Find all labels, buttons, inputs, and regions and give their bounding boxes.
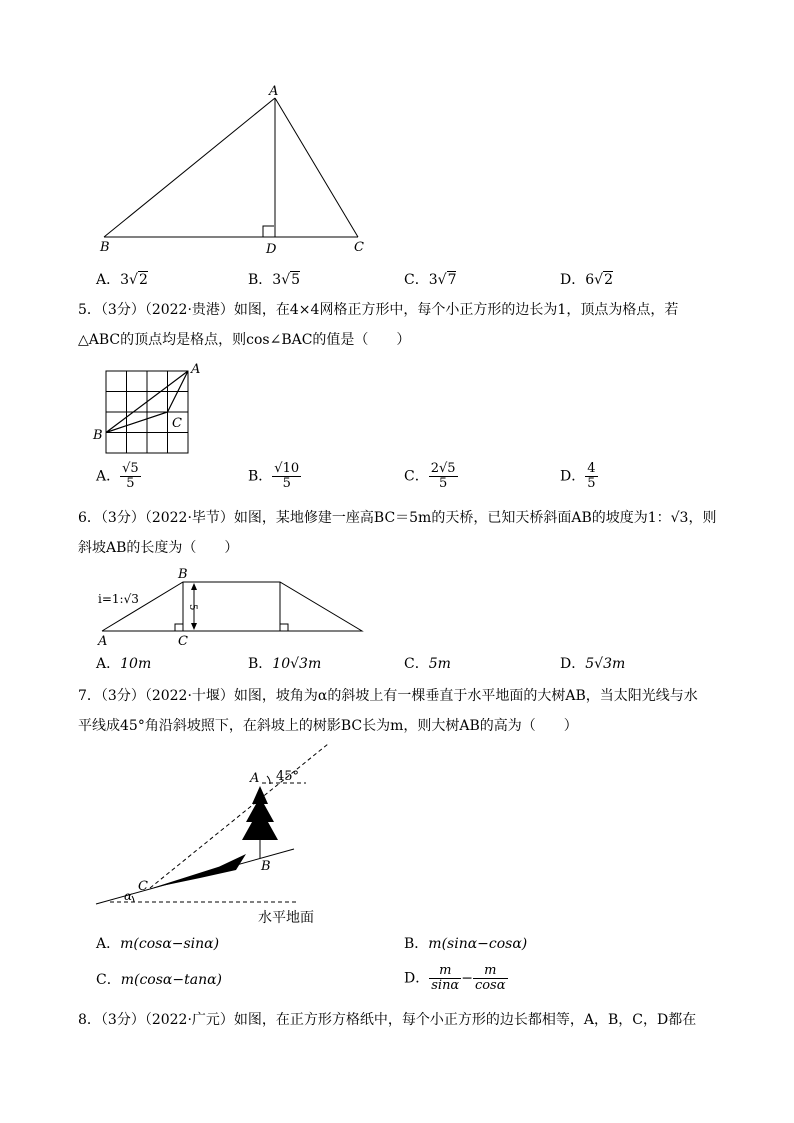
q6-label-a: A: [98, 634, 108, 649]
q5-question-line2: △ABC的顶点均是格点，则cos∠BAC的值是（ ）: [78, 332, 411, 348]
q6-right-angle-mark-c: [175, 624, 183, 631]
q7-option-a-text: m(cosα−sinα): [120, 936, 220, 952]
q6-label-c: C: [178, 634, 188, 649]
q6-question-line2: 斜坡AB的长度为（ ）: [78, 540, 239, 556]
q7-option-a[interactable]: [96, 934, 219, 954]
q7-option-c-letter: C．: [96, 972, 121, 988]
q6-option-a-text: 10m: [120, 656, 152, 672]
q6-option-b[interactable]: [248, 654, 321, 674]
q7-angle-45-arc: [267, 776, 270, 784]
q5-option-c[interactable]: C． $\frac{2√5}{5}$: [404, 461, 456, 491]
q4-option-c[interactable]: C．3√7: [404, 272, 457, 288]
q4-side-ab: [104, 98, 275, 237]
q7-option-a-letter: A．: [96, 936, 121, 952]
q5-option-d-letter: D．: [560, 468, 586, 485]
q6-option-c[interactable]: [404, 654, 451, 674]
q4-option-b[interactable]: B．3√5: [248, 272, 301, 288]
q6-option-d-letter: D．: [560, 656, 586, 672]
q6-option-d[interactable]: [560, 654, 625, 674]
q7-option-b-letter: B．: [404, 936, 429, 952]
q6-height-label: 5: [187, 604, 198, 611]
q4-option-a[interactable]: A．3√2: [96, 272, 148, 288]
q7-sun-ray: [150, 744, 328, 888]
q7-alpha-label: α: [124, 889, 133, 903]
q7-option-d[interactable]: D． $\frac{m}{\sin\alpha}$ − $\frac{m}{\cos\alpha}$: [404, 963, 506, 993]
q4-option-b-letter: B．: [248, 272, 273, 288]
q4-triangle-figure: [90, 80, 380, 260]
q4-label-c: C: [354, 240, 364, 255]
q4-option-d[interactable]: D．6√2: [560, 272, 613, 288]
q5-option-d[interactable]: D． $\frac{4}{5}$: [560, 461, 596, 491]
q6-option-c-letter: C．: [404, 656, 429, 672]
q6-option-b-letter: B．: [248, 656, 273, 672]
q7-alpha-arc: [132, 896, 134, 902]
q7-slope-tree-figure: [90, 740, 350, 930]
q5-option-b-letter: B．: [248, 468, 273, 485]
q5-question-line1: 5．（3分）（2022·贵港）如图，在4×4网格正方形中，每个小正方形的边长为1，顶点为格点，若: [78, 302, 679, 318]
q5-grid-figure: [90, 360, 210, 460]
q4-label-d: D: [266, 242, 277, 257]
q6-option-b-text: 10√3m: [272, 656, 322, 672]
q5-label-a: A: [191, 362, 201, 377]
q5-label-b: B: [93, 428, 103, 443]
q7-option-d-letter: D．: [404, 970, 430, 987]
q7-question-line1: 7．（3分）（2022·十堰）如图，坡角为α的斜坡上有一棵垂直于水平地面的大树AB，当太阳光线与水: [78, 688, 698, 704]
q6-question-line1: 6．（3分）（2022·毕节）如图，某地修建一座高BC＝5m的天桥，已知天桥斜面AB的坡度为1：√3，则: [78, 510, 717, 526]
q7-angle-label: 45°: [276, 769, 300, 784]
q7-tree-crown: [242, 786, 278, 840]
q7-option-c-text: m(cosα−tanα): [120, 972, 222, 988]
q4-label-b: B: [100, 240, 110, 255]
q6-option-a-letter: A．: [96, 656, 121, 672]
q6-option-a[interactable]: [96, 654, 151, 674]
q8-question-line1: 8．（3分）（2022·广元）如图，在正方形方格纸中，每个小正方形的边长都相等，A，B，C，D都在: [78, 1012, 697, 1028]
q7-ground-label: 水平地面: [258, 910, 314, 926]
q4-option-a-letter: A．: [96, 272, 121, 288]
q4-side-ac: [275, 98, 358, 237]
q4-right-angle-mark: [263, 226, 274, 237]
q6-label-b: B: [178, 567, 188, 582]
q7-label-a: A: [250, 771, 260, 786]
q6-option-d-text: 5√3m: [585, 656, 626, 672]
q7-label-c: C: [138, 879, 148, 894]
q5-option-a-letter: A．: [96, 468, 121, 485]
q4-option-c-letter: C．: [404, 272, 429, 288]
q7-tree-shadow: [152, 854, 246, 888]
q6-right-angle-mark-d: [280, 624, 288, 631]
q7-option-c[interactable]: [96, 970, 222, 990]
q6-option-c-text: 5m: [428, 656, 451, 672]
q7-question-line2: 平线成45°角沿斜坡照下，在斜坡上的树影BC长为m，则大树AB的高为（ ）: [78, 718, 578, 734]
q6-bridge-figure: [90, 562, 380, 652]
q7-option-b[interactable]: [404, 934, 527, 954]
q6-bridge-outline: [102, 582, 362, 631]
q6-slope-label: i=1:√3: [98, 592, 139, 606]
q4-option-d-letter: D．: [560, 272, 586, 288]
q5-option-a[interactable]: A． $\frac{√5}{5}$: [96, 461, 139, 491]
q7-label-b: B: [261, 859, 271, 874]
q7-option-b-text: m(sinα−cosα): [428, 936, 528, 952]
q4-label-a: A: [269, 84, 279, 99]
q5-option-b[interactable]: B． $\frac{√10}{5}$: [248, 461, 300, 491]
q5-option-c-letter: C．: [404, 468, 429, 485]
q5-label-c: C: [172, 416, 182, 431]
